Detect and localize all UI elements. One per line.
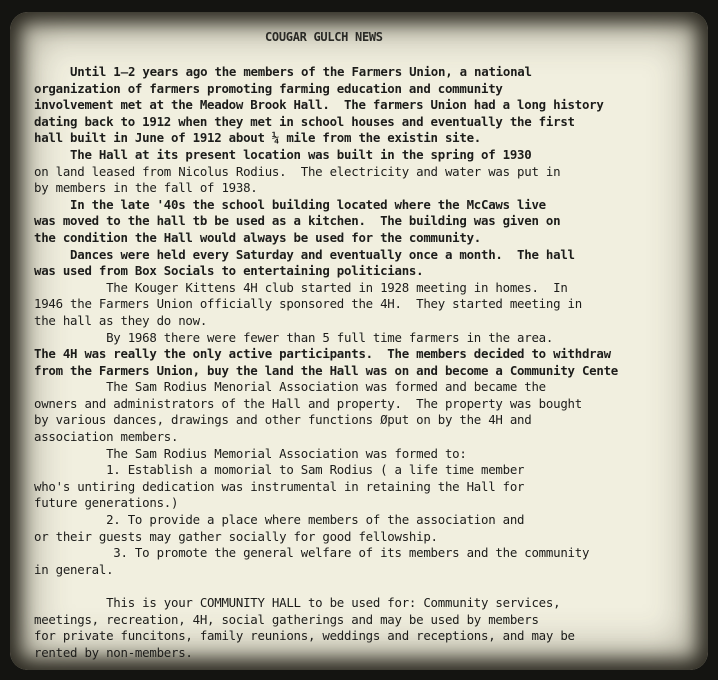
text-line: owners and administrators of the Hall and property. The property was bought xyxy=(34,395,582,411)
text-line: who's untiring dedication was instrumental in retaining the Hall for xyxy=(34,478,525,494)
text-line: The Sam Rodius Memorial Association was formed to: xyxy=(34,445,467,461)
text-line: The 4H was really the only active participants. The members decided to withdraw xyxy=(34,346,611,362)
document-heading: COUGAR GULCH NEWS xyxy=(265,30,383,44)
text-line: the hall as they do now. xyxy=(34,312,208,328)
text-line: was moved to the hall tb be used as a kitchen. The building was given on xyxy=(34,213,561,229)
text-line: 1. Establish a momorial to Sam Rodius ( a life time member xyxy=(34,462,525,478)
text-line: by various dances, drawings and other functions Øput on by the 4H and xyxy=(34,412,532,428)
text-line: hall built in June of 1912 about ¼ mile from the existin site. xyxy=(34,130,482,146)
text-line: involvement met at the Meadow Brook Hall. The farmers Union had a long history xyxy=(34,97,604,113)
text-line: dating back to 1912 when they met in school houses and eventually the first xyxy=(34,113,575,129)
text-line: By 1968 there were fewer than 5 full time farmers in the area. xyxy=(34,329,554,345)
text-line: 2. To provide a place where members of the association and xyxy=(34,512,525,528)
text-line: The Sam Rodius Menorial Association was formed and became the xyxy=(34,379,546,395)
text-line: association members. xyxy=(34,429,179,445)
text-line: by members in the fall of 1938. xyxy=(34,180,258,196)
text-line: organization of farmers promoting farming education and community xyxy=(34,80,503,96)
text-line: on land leased from Nicolus Rodius. The electricity and water was put in xyxy=(34,163,561,179)
text-line: This is your COMMUNITY HALL to be used for: Community services, xyxy=(34,595,561,610)
text-line: the condition the Hall would always be used for the community. xyxy=(34,229,482,245)
text-line: was used from Box Socials to entertaining politicians. xyxy=(34,263,424,279)
text-line: for private funcitons, family reunions, weddings and receptions, and may be xyxy=(34,628,575,644)
text-line: meetings, recreation, 4H, social gatherings and may be used by members xyxy=(34,611,539,627)
text-line: Until 1̶2 years ago the members of the Farmers Union, a national xyxy=(34,64,532,79)
text-line: 1946 the Farmers Union officially sponsored the 4H. They started meeting in xyxy=(34,296,582,312)
text-line: future generations.) xyxy=(34,495,179,511)
text-line: rented by non-members. xyxy=(34,644,193,660)
document-body xyxy=(34,64,708,661)
document-page xyxy=(10,12,708,670)
text-line: or their guests may gather socially for good fellowship. xyxy=(34,528,438,544)
text-line: from the Farmers Union, buy the land the Hall was on and become a Community Cente xyxy=(34,362,618,378)
text-line: The Hall at its present location was built in the spring of 1930 xyxy=(34,146,532,162)
text-line: in general. xyxy=(34,561,114,577)
text-line: Dances were held every Saturday and eventually once a month. The hall xyxy=(34,246,575,262)
text-line: The Kouger Kittens 4H club started in 1928 meeting in homes. In xyxy=(34,279,568,295)
text-line: 3. To promote the general welfare of its members and the community xyxy=(34,545,590,561)
blank-line xyxy=(34,578,708,595)
text-line: In the late '40s the school building located where the McCaws live xyxy=(34,196,546,212)
